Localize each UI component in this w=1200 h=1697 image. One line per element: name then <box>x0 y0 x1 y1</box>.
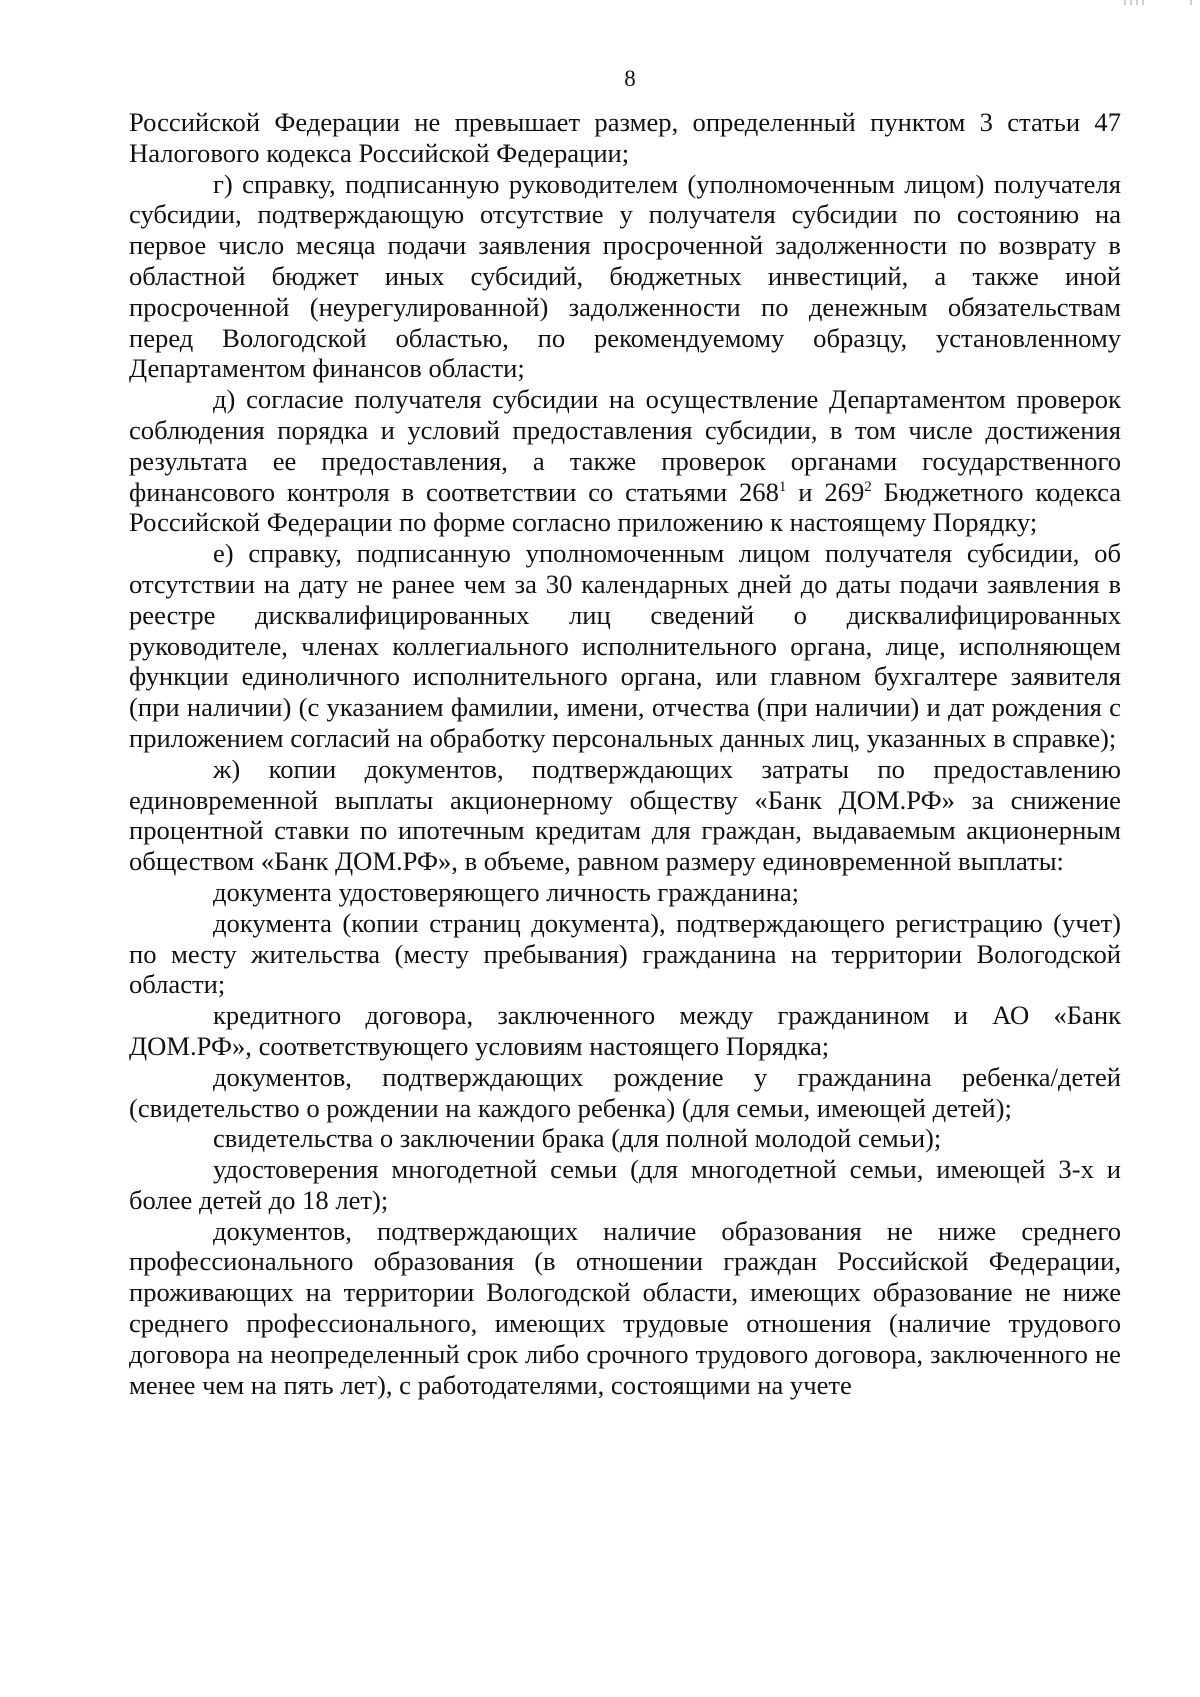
superscript-2: 2 <box>864 478 872 495</box>
page-number: 8 <box>624 66 636 91</box>
list-item-birth-documents: документов, подтверждающих рождение у гражданина ребенка/детей (свидетельство о рождении на каждого ребенка) (для семьи, имеющей детей); <box>129 1061 1121 1123</box>
list-item-marriage-certificate: свидетельства о заключении брака (для полной молодой семьи); <box>213 1123 942 1154</box>
paragraph-item-d-text: д) согласие получателя субсидии на осуществление Департаментом проверок соблюдения порядка и условий предоставления субсидии, в том числе достижения результата ее предоставления, а также проверок органами государственного финансового контроля в соответствии со статьями 268 <box>129 384 1121 507</box>
paragraph-item-d-text-3: Бюджетного кодекса Российской Федерации по форме согласно приложению к настоящему Порядку; <box>129 476 1122 538</box>
paragraph-item-d-text-2: и 269 <box>786 476 865 507</box>
list-item-education-documents: документов, подтверждающих наличие образования не ниже среднего профессионального образования (в отношении граждан Российской Федерации, проживающих на территории Вологодской области, имеющих образование не ниже среднего профессионального, имеющих трудовые отношения (наличие трудового договора на неопределенный срок либо срочного трудового договора, заключенного не менее чем на пять лет), с работодателями, состоящими на учете <box>129 1215 1121 1400</box>
paragraph-continuation: Российской Федерации не превышает размер, определенный пунктом 3 статьи 47 Налогового кодекса Российской Федерации; <box>129 107 1121 168</box>
list-item-credit-agreement: кредитного договора, заключенного между гражданином и АО «Банк ДОМ.РФ», соответствующего условиям настоящего Порядка; <box>129 1000 1121 1061</box>
paragraph-item-zh: ж) копии документов, подтверждающих затраты по предоставлению единовременной выплаты акционерному обществу «Банк ДОМ.РФ» за снижение процентной ставки по ипотечным кредитам для граждан, выдаваемым акционерным обществом «Банк ДОМ.РФ», в объеме, равном размеру единовременной выплаты: <box>129 753 1121 877</box>
paragraph-item-g: г) справку, подписанную руководителем (уполномоченным лицом) получателя субсидии, подтверждающую отсутствие у получателя субсидии по состоянию на первое число месяца подачи заявления просроченной задолженности по возврату в областной бюджет иных субсидий, бюджетных инвестиций, а также иной просроченной (неурегулированной) задолженности по денежным обязательствам перед Вологодской областью, по рекомендуемому образцу, установленному Департаментом финансов области; <box>129 168 1121 384</box>
document-body <box>129 107 1121 1400</box>
paragraph-item-e: е) справку, подписанную уполномоченным лицом получателя субсидии, об отсутствии на дату не ранее чем за 30 календарных дней до даты подачи заявления в реестре дисквалифицированных лиц сведений о дисквалифицированных руководителе, членах коллегиального исполнительного органа, лице, исполняющем функции единоличного исполнительного органа, или главном бухгалтере заявителя (при наличии) (с указанием фамилии, имени, отчества (при наличии) и дат рождения с приложением согласий на обработку персональных данных лиц, указанных в справке); <box>129 538 1121 753</box>
superscript-1: 1 <box>778 478 787 495</box>
list-item-large-family-certificate: удостоверения многодетной семьи (для многодетной семьи, имеющей 3-х и более детей до 18 лет); <box>129 1154 1121 1215</box>
scan-edge-mark <box>1120 0 1200 6</box>
list-item-registration-document: документа (копии страниц документа), подтверждающего регистрацию (учет) по месту жительства (месту пребывания) гражданина на территории Вологодской области; <box>129 907 1121 1000</box>
paragraph-item-d <box>129 384 1121 538</box>
list-item-identity-document: документа удостоверяющего личность гражданина; <box>213 876 800 907</box>
